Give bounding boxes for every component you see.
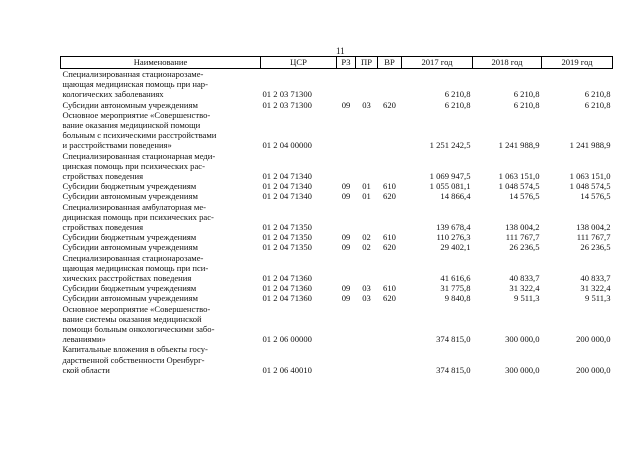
cell-name-line: дицинская помощь при психических рас- [62, 211, 214, 222]
cell-vr: 610 [383, 232, 396, 243]
cell-name-line: щающая медицинская помощь при нар- [62, 79, 208, 90]
cell-name-line: Основное мероприятие «Совершенство- [62, 303, 211, 314]
table-row [61, 100, 613, 110]
cell-csr: 01 2 04 71360 [262, 273, 312, 284]
cell-2018: 1 063 151,0 [498, 171, 540, 182]
cell-2018: 14 576,5 [509, 191, 540, 202]
table-row [61, 181, 613, 191]
cell-rz: 09 [341, 191, 351, 202]
cell-name-line: Специализированная стационарозаме- [62, 252, 204, 263]
cell-pr: 02 [362, 242, 371, 253]
table-row [61, 283, 613, 293]
cell-name-line: Специализированная амбулаторная ме- [62, 201, 207, 212]
cell-2017: 6 210,8 [444, 99, 471, 110]
cell-name-line: леваниями» [62, 334, 106, 345]
cell-vr: 620 [383, 242, 396, 253]
cell-name [61, 304, 261, 345]
cell-vr: 610 [383, 181, 396, 192]
cell-2018: 31 322,4 [509, 283, 540, 294]
cell-name [61, 232, 261, 242]
cell-name [61, 191, 261, 201]
cell-rz [337, 253, 356, 284]
cell-rz: 09 [341, 293, 351, 304]
cell-csr: 01 2 04 00000 [262, 140, 312, 151]
cell-name-line: Основное мероприятие «Совершенство- [62, 109, 211, 120]
cell-name-line: стройствах поведения [62, 171, 144, 182]
cell-rz [337, 304, 356, 345]
header-name: Наименование [61, 57, 261, 69]
cell-name-line: Субсидии бюджетным учреждениям [62, 181, 197, 192]
table-row [61, 202, 613, 233]
cell-2019: 1 241 988,9 [569, 140, 611, 151]
cell-2018: 1 048 574,5 [498, 181, 540, 192]
cell-vr: 610 [383, 283, 396, 294]
header-pr: ПР [356, 57, 378, 69]
cell-csr: 01 2 04 71360 [262, 293, 312, 304]
cell-name-line: кологических заболеваниях [62, 89, 164, 100]
cell-name-line: вание оказания медицинской помощи [62, 120, 201, 131]
cell-name-line: дарственной собственности Оренбург- [62, 354, 205, 365]
cell-2019: 200 000,0 [576, 334, 611, 345]
cell-rz [337, 151, 356, 182]
cell-name [61, 110, 261, 151]
cell-2019: 9 511,3 [585, 293, 611, 304]
cell-pr [356, 110, 378, 151]
cell-name [61, 151, 261, 182]
cell-name-line: больным с психическими расстройствами [62, 130, 217, 141]
cell-rz: 09 [341, 242, 351, 253]
cell-name-line: Субсидии автономным учреждениям [62, 293, 198, 304]
cell-2017: 1 069 947,5 [429, 171, 471, 182]
cell-name [61, 242, 261, 252]
cell-name [61, 293, 261, 303]
cell-2017: 14 866,4 [440, 191, 471, 202]
cell-name-line: стройствах поведения [62, 222, 144, 233]
cell-vr [378, 253, 402, 284]
cell-csr: 01 2 04 71350 [262, 242, 312, 253]
cell-pr [356, 69, 378, 100]
cell-name-line: Субсидии автономным учреждениям [62, 99, 198, 110]
cell-2019: 6 210,8 [584, 89, 611, 100]
cell-vr [378, 110, 402, 151]
cell-rz: 09 [341, 232, 351, 243]
cell-name-line: Субсидии автономным учреждениям [62, 191, 198, 202]
header-rz: РЗ [337, 57, 356, 69]
cell-name-line: Специализированная стационарозаме- [62, 69, 204, 79]
cell-pr [356, 344, 378, 375]
cell-name-line: Специализированная стационарная меди- [62, 150, 216, 161]
cell-name [61, 283, 261, 293]
cell-csr: 01 2 04 71340 [262, 171, 312, 182]
table-row [61, 69, 613, 100]
cell-csr: 01 2 04 71350 [262, 222, 312, 233]
cell-rz [337, 344, 356, 375]
cell-pr: 03 [362, 293, 371, 304]
cell-name-line: щающая медицинская помощь при пси- [62, 262, 209, 273]
cell-name-line: Субсидии автономным учреждениям [62, 242, 198, 253]
cell-name [61, 100, 261, 110]
cell-name [61, 181, 261, 191]
header-csr: ЦСР [261, 57, 337, 69]
cell-2018: 9 511,3 [514, 293, 540, 304]
cell-name-line: вание системы оказания медицинской [62, 313, 202, 324]
cell-2019: 111 767,7 [576, 232, 611, 243]
cell-2018: 40 833,7 [509, 273, 540, 284]
cell-pr: 01 [362, 181, 371, 192]
cell-2019: 138 004,2 [576, 222, 611, 233]
cell-2017: 29 402,1 [440, 242, 471, 253]
cell-csr: 01 2 06 00000 [262, 334, 312, 345]
cell-vr [378, 202, 402, 233]
cell-csr: 01 2 04 71350 [262, 232, 312, 243]
header-2019: 2019 год [542, 57, 613, 69]
cell-2017: 374 815,0 [436, 334, 471, 345]
cell-vr [378, 304, 402, 345]
cell-2017: 31 775,8 [440, 283, 471, 294]
cell-name-line: цинская помощь при психических рас- [62, 160, 205, 171]
cell-2017: 41 616,6 [440, 273, 471, 284]
cell-2018: 300 000,0 [505, 364, 540, 375]
cell-2018: 138 004,2 [505, 222, 540, 233]
table-row [61, 151, 613, 182]
cell-name-line: хических расстройствах поведения [62, 273, 192, 284]
cell-2017: 374 815,0 [436, 364, 471, 375]
cell-2019: 1 063 151,0 [569, 171, 611, 182]
cell-pr: 02 [362, 232, 371, 243]
cell-2018: 300 000,0 [505, 334, 540, 345]
cell-name-line: Капитальные вложения в объекты госу- [62, 344, 208, 355]
cell-name [61, 344, 261, 375]
table-row [61, 293, 613, 303]
header-vr: ВР [378, 57, 402, 69]
cell-2018: 1 241 988,9 [498, 140, 540, 151]
cell-2017: 6 210,8 [444, 89, 471, 100]
cell-csr: 01 2 06 40010 [262, 364, 312, 375]
cell-2017: 1 251 242,5 [429, 140, 471, 151]
cell-name [61, 69, 261, 100]
cell-2017: 1 055 081,1 [429, 181, 471, 192]
cell-name-line: и расстройствами поведения» [62, 140, 172, 151]
cell-2018: 26 236,5 [509, 242, 540, 253]
cell-2019: 26 236,5 [580, 242, 611, 253]
cell-vr: 620 [383, 191, 396, 202]
cell-csr: 01 2 03 71300 [262, 89, 312, 100]
cell-vr [378, 151, 402, 182]
cell-2017: 9 840,8 [444, 293, 471, 304]
cell-pr [356, 202, 378, 233]
cell-2019: 14 576,5 [580, 191, 611, 202]
cell-csr: 01 2 04 71340 [262, 191, 312, 202]
cell-name [61, 202, 261, 233]
cell-pr [356, 304, 378, 345]
cell-name-line: Субсидии бюджетным учреждениям [62, 283, 197, 294]
cell-name-line: ской области [62, 364, 110, 375]
table-row [61, 191, 613, 201]
table-row [61, 232, 613, 242]
cell-2019: 6 210,8 [584, 99, 611, 110]
cell-2018: 6 210,8 [513, 99, 540, 110]
cell-2018: 6 210,8 [513, 89, 540, 100]
cell-rz: 09 [341, 99, 351, 110]
cell-rz: 09 [341, 181, 351, 192]
header-2018: 2018 год [473, 57, 542, 69]
cell-vr: 620 [383, 99, 396, 110]
cell-name-line: помощи больным онкологическими забо- [62, 324, 215, 335]
cell-rz [337, 202, 356, 233]
cell-csr: 01 2 04 71360 [262, 283, 312, 294]
header-2017: 2017 год [402, 57, 473, 69]
cell-rz [337, 110, 356, 151]
cell-2019: 1 048 574,5 [569, 181, 611, 192]
cell-csr: 01 2 03 71300 [262, 99, 312, 110]
cell-pr: 03 [362, 283, 371, 294]
cell-rz [337, 69, 356, 100]
cell-rz: 09 [341, 283, 351, 294]
cell-pr: 01 [362, 191, 371, 202]
cell-pr [356, 151, 378, 182]
table-body [61, 69, 613, 376]
page-number: 11 [336, 46, 345, 56]
cell-2017: 139 678,4 [436, 222, 471, 233]
cell-name [61, 253, 261, 284]
cell-name-line: Субсидии бюджетным учреждениям [62, 232, 197, 243]
cell-csr: 01 2 04 71340 [262, 181, 312, 192]
budget-table [60, 56, 613, 375]
cell-vr [378, 344, 402, 375]
cell-2018: 111 767,7 [505, 232, 540, 243]
table-row [61, 344, 613, 375]
table-row [61, 242, 613, 252]
cell-2019: 40 833,7 [580, 273, 611, 284]
cell-2019: 31 322,4 [580, 283, 611, 294]
cell-vr [378, 69, 402, 100]
cell-vr: 620 [383, 293, 396, 304]
cell-pr [356, 253, 378, 284]
table-header-row [61, 57, 613, 69]
table-row [61, 304, 613, 345]
cell-pr: 03 [362, 99, 371, 110]
cell-2019: 200 000,0 [576, 364, 611, 375]
cell-2017: 110 276,3 [436, 232, 471, 243]
table-row [61, 253, 613, 284]
table-row [61, 110, 613, 151]
